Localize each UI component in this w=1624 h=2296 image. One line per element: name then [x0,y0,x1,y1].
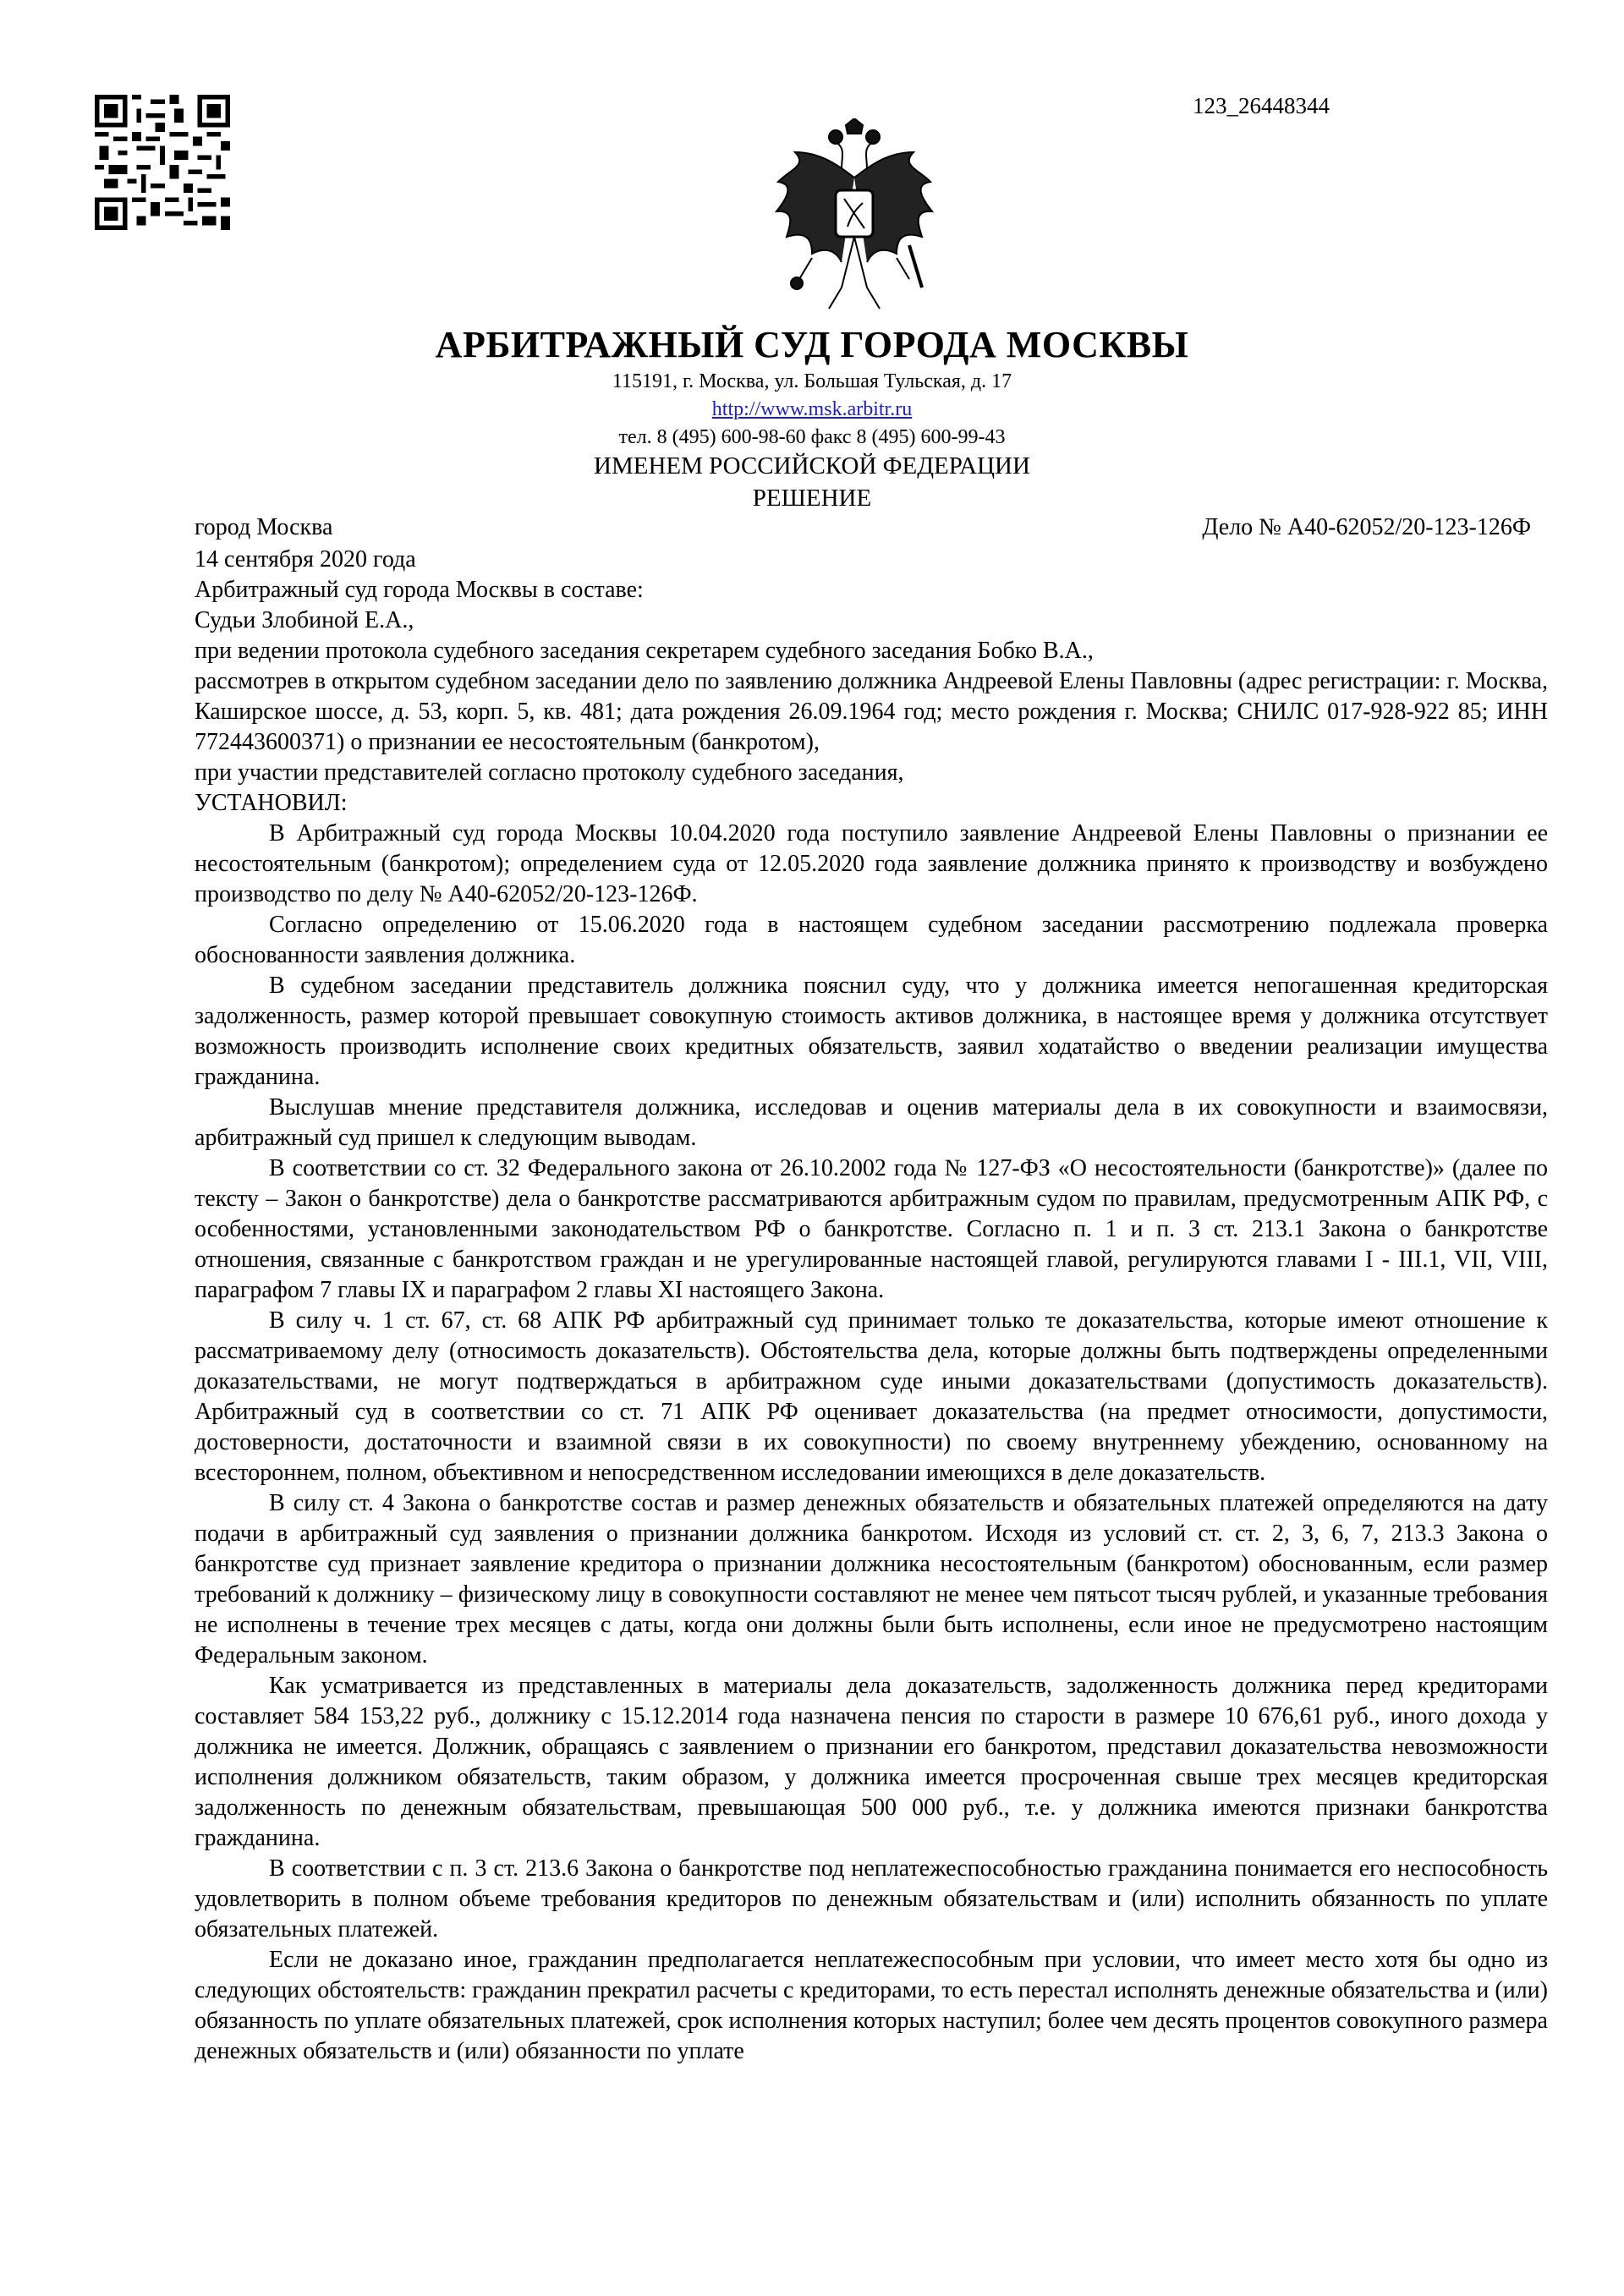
city-case-row [195,514,1548,541]
body-paragraph: Согласно определению от 15.06.2020 года в настоящем судебном заседании рассмотрению подлежала проверка обоснованности заявления должника. [195,912,1548,968]
document-body [195,545,1548,2067]
court-address: 115191, г. Москва, ул. Большая Тульская, д. 17 [612,370,1012,392]
body-paragraph: Выслушав мнение представителя должника, исследовав и оценив материалы дела в их совокупности и взаимосвязи, арбитражный суд пришел к следующим выводам. [195,1094,1548,1151]
decision-heading: РЕШЕНИЕ [752,485,872,512]
city-text: город Москва [195,514,333,540]
intro-block [195,545,1548,788]
document-number: 123_26448344 [1193,93,1330,118]
court-phones: тел. 8 (495) 600-98-60 факс 8 (495) 600-99-43 [618,426,1006,448]
intro-line: при участии представителей согласно протоколу судебного заседания, [195,759,904,786]
qr-code-icon [95,95,230,230]
established-heading: УСТАНОВИЛ: [195,790,348,816]
body-paragraph: В соответствии с п. 3 ст. 213.6 Закона о банкротстве под неплатежеспособностью гражданина понимается его неспособность удовлетворить в полном объеме требования кредиторов по денежным обязательствам и (или) исполнить обязанность по уплате обязательных платежей. [195,1855,1548,1943]
body-paragraph: Как усматривается из представленных в материалы дела доказательств, задолженность должника перед кредиторами составляет 584 153,22 руб., должнику с 15.12.2014 года назначена пенсия по старости в размере 10 676,61 руб., иного дохода у должника не имеется. Должник, обращаясь с заявлением о признании его банкротом, представил доказательства невозможности исполнения должником обязательств, таким образом, у должника имеется просроченная свыше трех месяцев кредиторская задолженность по денежным обязательствам, превышающая 500 000 руб., т.е. у должника имеются признаки банкротства гражданина. [195,1673,1548,1851]
court-title: АРБИТРАЖНЫЙ СУД ГОРОДА МОСКВЫ [435,324,1189,365]
court-website-link[interactable]: http://www.msk.arbitr.ru [711,398,913,420]
body-paragraph: В Арбитражный суд города Москвы 10.04.2020 года поступило заявление Андреевой Елены Павловны о признании ее несостоятельным (банкротом); определением суда от 12.05.2020 года заявление должника принято к производству и возбуждено производство по делу № А40-62052/20-123-126Ф. [195,820,1548,907]
body-paragraph: В соответствии со ст. 32 Федерального закона от 26.10.2002 года № 127-ФЗ «О несостоятельности (банкротстве)» (далее по тексту – Закон о банкротстве) дела о банкротстве рассматриваются арбитражным судом по правилам, предусмотренным АПК РФ, с особенностями, установленными законодательством РФ о банкротстве. Согласно п. 1 и п. 3 ст. 213.1 Закона о банкротстве отношения, связанные с банкротством граждан и не урегулированные настоящей главой, регулируются главами I - III.1, VII, VIII, параграфом 7 главы IX и параграфом 2 главы XI настоящего Закона. [195,1155,1548,1303]
decision-date: 14 сентября 2020 года [195,546,416,573]
intro-line: Арбитражный суд города Москвы в составе: [195,577,644,603]
coat-of-arms-icon [761,118,947,321]
body-paragraph: Если не доказано иное, гражданин предполагается неплатежеспособным при условии, что имеет место хотя бы одно из следующих обстоятельств: гражданин прекратил расчеты с кредиторами, то есть перестал исполнять денежные обязательства и (или) обязанность по уплате обязательных платежей, срок исполнения которых наступил; более чем десять процентов совокупного размера денежных обязательств и (или) обязанности по уплате [195,1947,1548,2064]
established-block [195,788,1548,2067]
body-paragraph: В судебном заседании представитель должника пояснил суду, что у должника имеется непогашенная кредиторская задолженность, размер которой превышает совокупную стоимость активов должника, в настоящее время у должника отсутствует возможность производить исполнение своих кредитных обязательств, заявил ходатайство о введении реализации имущества гражданина. [195,973,1548,1090]
intro-line: при ведении протокола судебного заседания секретарем судебного заседания Бобко В.А., [195,638,1094,664]
intro-line: рассмотрев в открытом судебном заседании дело по заявлению должника Андреевой Елены Павловны (адрес регистрации: г. Москва, Каширское шоссе, д. 53, корп. 5, кв. 481; дата рождения 26.09.1964 год; место рождения г. Москва; СНИЛС 017-928-922 85; ИНН 772443600371) о признании ее несостоятельным (банкротом), [195,668,1548,755]
body-paragraph: В силу ст. 4 Закона о банкротстве состав и размер денежных обязательств и обязательных платежей определяются на дату подачи в арбитражный суд заявления о признании должника банкротом. Исходя из условий ст. ст. 2, 3, 6, 7, 213.3 Закона о банкротстве суд признает заявление кредитора о признании должника несостоятельным (банкротом) обоснованным, если размер требований к должнику – физическому лицу в совокупности составляют не менее чем пятьсот тысяч рублей, и указанные требования не исполнены в течение трех месяцев с даты, когда они должны были быть исполнены, если иное не предусмотрено настоящим Федеральным законом. [195,1490,1548,1669]
in-name-heading: ИМЕНЕМ РОССИЙСКОЙ ФЕДЕРАЦИИ [594,452,1030,479]
case-number: Дело № А40-62052/20-123-126Ф [1202,514,1531,540]
body-paragraph: В силу ч. 1 ст. 67, ст. 68 АПК РФ арбитражный суд принимает только те доказательства, которые имеют отношение к рассматриваемому делу (относимость доказательств). Обстоятельства дела, которые должны быть подтверждены определенными доказательствами, не могут подтверждаться в арбитражном суде иными доказательствами (допустимость доказательств). Арбитражный суд в соответствии со ст. 71 АПК РФ оценивает доказательства (на предмет относимости, допустимости, достоверности, достаточности и взаимной связи в их совокупности) по своему внутреннему убеждению, основанному на всестороннем, полном, объективном и непосредственном исследовании имеющихся в деле доказательств. [195,1307,1548,1486]
intro-line: Судьи Злобиной Е.А., [195,607,414,633]
